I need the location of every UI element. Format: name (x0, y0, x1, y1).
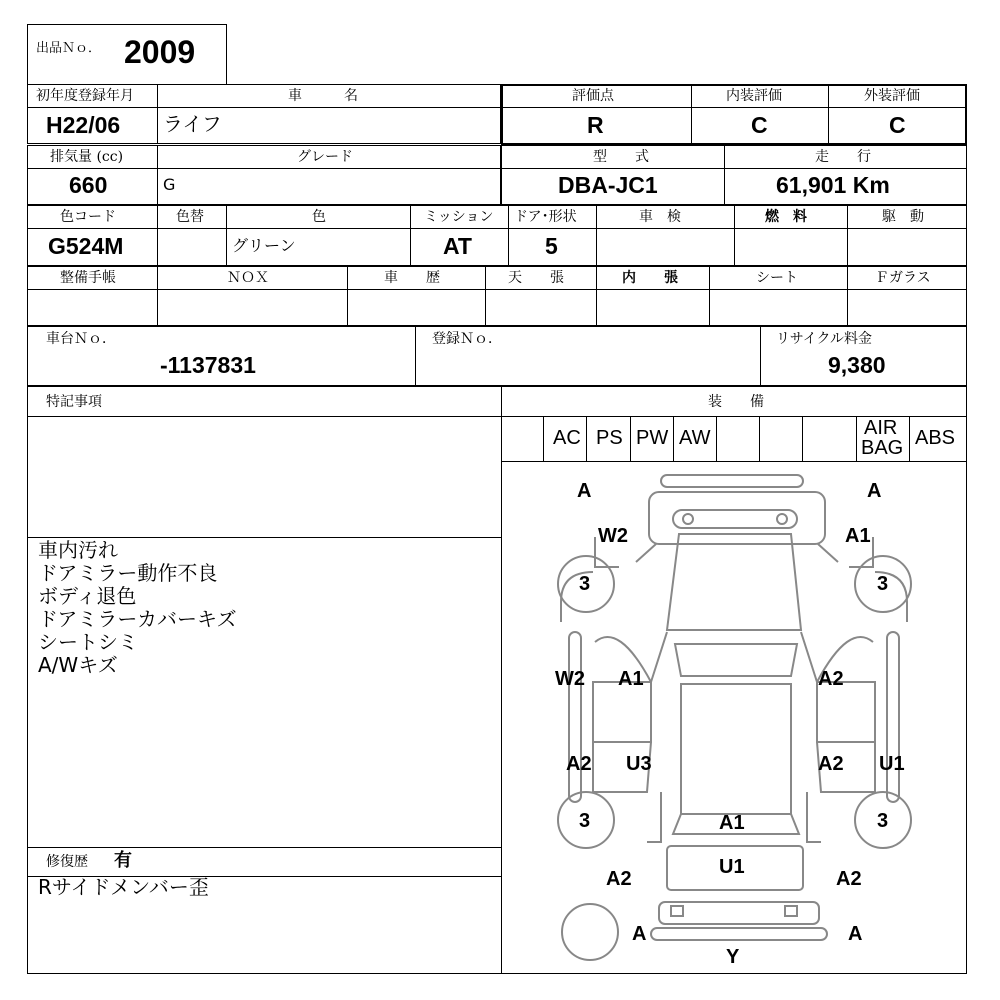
damage-code: W2 (598, 525, 628, 547)
equipment-label: 装 備 (708, 394, 764, 410)
damage-code: A2 (606, 868, 632, 890)
displacement-value: 660 (69, 172, 108, 198)
model-value: DBA-JC1 (558, 172, 658, 198)
damage-code: A (848, 923, 863, 945)
fuel-label: 燃 料 (765, 209, 807, 225)
score-value: R (587, 112, 604, 138)
inspection-value-cell (596, 228, 735, 266)
displacement-label: 排気量 (cc) (50, 149, 124, 165)
spare-tire (562, 904, 618, 960)
damage-code: U1 (719, 856, 745, 878)
recycle-label: リサイクル料金 (776, 331, 873, 347)
equipment-divider (716, 416, 717, 462)
damage-code: U3 (626, 753, 652, 775)
mileage-label: 走 行 (815, 149, 871, 165)
equipment-airbag-line1: AIR (864, 417, 898, 439)
interior-value: C (751, 112, 768, 138)
repair-header-cell (27, 847, 502, 877)
interior-trim-value-cell (596, 289, 710, 326)
inspection-label: 車 検 (639, 209, 681, 225)
equipment-divider (586, 416, 587, 462)
roof-value-cell (485, 289, 597, 326)
equipment-abs: ABS (915, 427, 956, 449)
car-diagram (501, 462, 967, 974)
maintenance-label: 整備手帳 (60, 270, 116, 286)
damage-code: A2 (566, 753, 592, 775)
glass-value-cell (847, 289, 967, 326)
color-code-label: 色コード (60, 209, 116, 225)
mileage-value: 61,901 Km (776, 172, 890, 198)
nox-label: ＮＯＸ (227, 270, 269, 286)
drive-label: 駆 動 (882, 209, 924, 225)
first-reg-label: 初年度登録年月 (36, 88, 134, 104)
lot-number-value: 2009 (124, 34, 196, 70)
registration-label: 登録Ｎｏ． (432, 331, 502, 347)
remarks-line: シートシミ (38, 630, 138, 654)
remarks-line: 車内汚れ (38, 538, 118, 562)
equipment-pw: PW (636, 427, 669, 449)
history-label: 車 歴 (384, 270, 440, 286)
hood-outline (651, 534, 817, 682)
damage-code: A2 (818, 668, 844, 690)
color-change-label: 色替 (176, 209, 204, 225)
remarks-line: ドアミラー動作不良 (38, 561, 218, 585)
interior-label: 内装評価 (726, 88, 782, 104)
fuel-value-cell (734, 228, 848, 266)
chassis-label: 車台Ｎｏ． (46, 331, 116, 347)
remarks-label: 特記事項 (46, 394, 102, 410)
repair-label: 修復歴 (46, 854, 88, 870)
drive-value-cell (847, 228, 967, 266)
equipment-ps: PS (596, 427, 623, 449)
grade-value: G (163, 175, 176, 194)
damage-code: 3 (579, 573, 591, 595)
maintenance-value-cell (27, 289, 158, 326)
front-bumper-outline (636, 475, 838, 562)
equipment-divider (802, 416, 803, 462)
history-value-cell (347, 289, 486, 326)
grade-label: グレード (297, 149, 353, 165)
recycle-value: 9,380 (828, 352, 886, 378)
damage-code: 3 (877, 810, 889, 832)
color-change-value-cell (157, 228, 227, 266)
doors-label: ドア･形状 (514, 209, 577, 225)
chassis-value: -1137831 (160, 352, 256, 378)
damage-code: A (867, 480, 882, 502)
damage-code: A (577, 480, 592, 502)
damage-code: U1 (879, 753, 905, 775)
exterior-label: 外装評価 (864, 88, 920, 104)
remarks-body-cell (27, 416, 502, 538)
equipment-divider (759, 416, 760, 462)
damage-code: 3 (579, 810, 591, 832)
equipment-divider (856, 416, 857, 462)
seat-label: シート (756, 270, 798, 286)
nox-value-cell (157, 289, 348, 326)
equipment-airbag-line2: BAG (861, 437, 904, 459)
equipment-divider (673, 416, 674, 462)
equipment-divider (630, 416, 631, 462)
color-code-value: G524M (48, 233, 124, 259)
roof-outline (673, 644, 799, 834)
repair-value: 有 (114, 850, 132, 871)
exterior-value: C (889, 112, 906, 138)
remarks-line: ドアミラーカバーキズ (38, 607, 237, 631)
equipment-aw: AW (679, 427, 711, 449)
damage-code: A1 (618, 668, 644, 690)
car-name-label: 車 名 (288, 88, 358, 104)
interior-trim-label: 内 張 (622, 270, 678, 286)
equipment-divider (909, 416, 910, 462)
equipment-ac: AC (553, 427, 581, 449)
model-label: 型 式 (593, 149, 649, 165)
grade-value-cell (157, 168, 501, 205)
damage-code: A2 (818, 753, 844, 775)
transmission-label: ミッション (424, 209, 494, 225)
repair-detail: Rサイドメンバー歪 (38, 875, 209, 899)
equipment-divider (543, 416, 544, 462)
doors-value: 5 (545, 233, 558, 259)
damage-code: A1 (719, 812, 745, 834)
score-label: 評価点 (572, 88, 614, 104)
glass-label: Ｆガラス (875, 270, 931, 286)
transmission-value: AT (443, 233, 472, 259)
car-name-value: ライフ (163, 112, 222, 136)
damage-code: A1 (845, 525, 871, 547)
damage-code: A2 (836, 868, 862, 890)
color-value: グリーン (232, 236, 296, 255)
damage-code: A (632, 923, 647, 945)
damage-code: Y (726, 946, 740, 968)
lot-number-label: 出品Ｎｏ． (36, 41, 102, 56)
damage-code: W2 (555, 668, 585, 690)
remarks-line: ボディ退色 (38, 584, 137, 608)
first-reg-value: H22/06 (46, 112, 121, 138)
roof-label: 天 張 (508, 270, 564, 286)
damage-code: 3 (877, 573, 889, 595)
seat-value-cell (709, 289, 848, 326)
color-label: 色 (312, 209, 326, 225)
remarks-line: A/Wキズ (38, 653, 118, 677)
